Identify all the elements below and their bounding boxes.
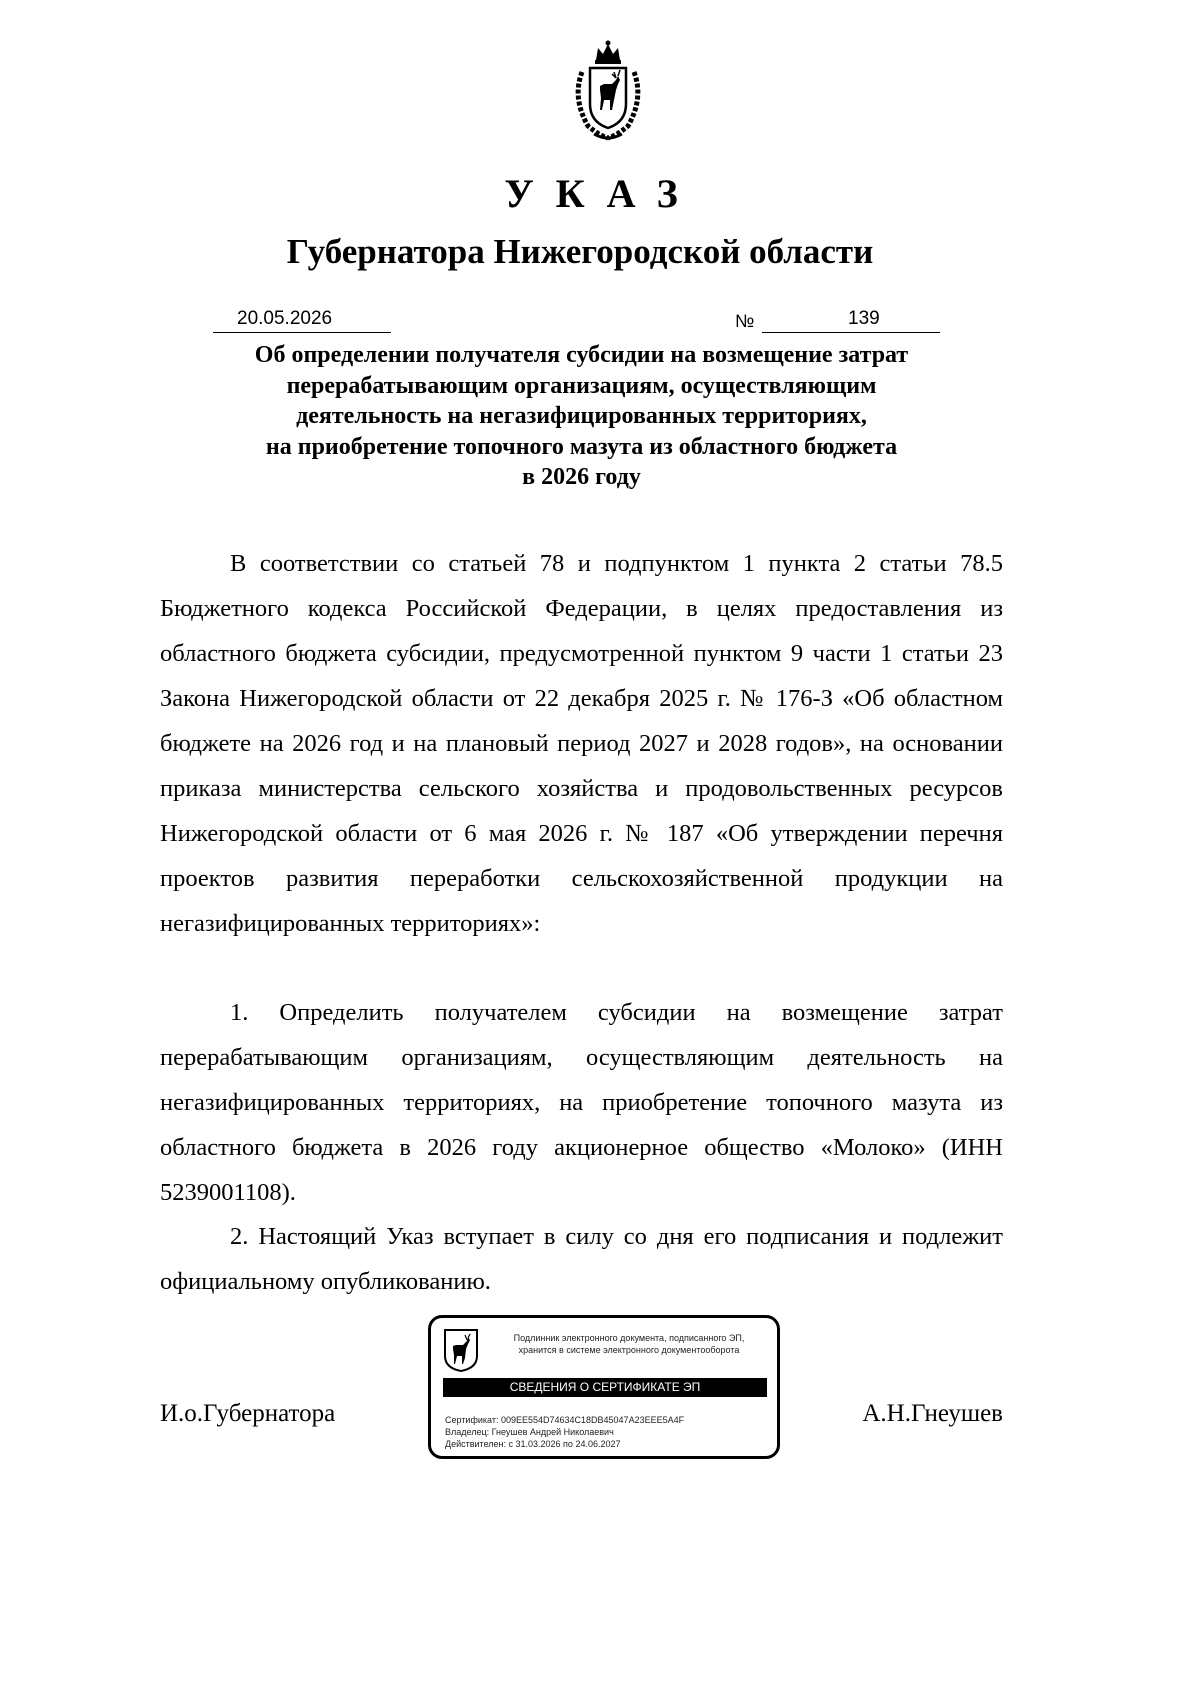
deer-shield-icon (443, 1328, 479, 1372)
document-heading (160, 340, 1003, 493)
coat-of-arms-icon (568, 38, 648, 144)
clause-2-block (160, 1214, 1003, 1304)
signatory-name: А.Н.Гнеушев (862, 1400, 1003, 1427)
heading-line: в 2026 году (522, 464, 641, 490)
heading-line: деятельность на негазифицированных территориях, (296, 403, 867, 429)
clause-2-paragraph: 2. Настоящий Указ вступает в силу со дня его подписания и подлежит официальному опубликованию. (160, 1223, 1003, 1295)
stamp-title: СВЕДЕНИЯ О СЕРТИФИКАТЕ ЭП (443, 1378, 767, 1397)
document-issuer: Губернатора Нижегородской области (286, 232, 874, 271)
stamp-note (487, 1332, 771, 1356)
document-number: 139 (848, 308, 880, 329)
electronic-signature-stamp (428, 1315, 780, 1459)
preamble-block (160, 541, 1003, 946)
certificate-owner: Владелец: Гнеушев Андрей Николаевич (445, 1427, 614, 1437)
clause-1-block (160, 990, 1003, 1215)
stamp-note-line: Подлинник электронного документа, подписанного ЭП, (513, 1333, 745, 1343)
certificate-validity: Действителен: с 31.03.2026 по 24.06.2027 (445, 1439, 621, 1449)
document-date-field (213, 306, 391, 333)
heading-line: перерабатывающим организациям, осуществляющим (286, 372, 877, 399)
stamp-note-line: хранится в системе электронного документооборота (518, 1345, 740, 1355)
heading-line: на приобретение топочного мазута из областного бюджета (265, 433, 898, 460)
certificate-serial: Сертификат: 009EE554D74634C18DB45047A23EEE5A4F (445, 1415, 685, 1425)
heading-line: Об определении получателя субсидии на возмещение затрат (254, 342, 909, 368)
document-date: 20.05.2026 (237, 308, 333, 329)
document-number-label: № (735, 311, 755, 331)
preamble-paragraph: В соответствии со статьей 78 и подпунктом 1 пункта 2 статьи 78.5 Бюджетного кодекса Российской Федерации, в целях предоставления из областного бюджета субсидии, предусмотренной пунктом 9 части 1 статьи 23 Закона Нижегородской области от 22 декабря 2025 г. № 176-З «Об областном бюджете на 2026 год и на плановый период 2027 и 2028 годов», на основании приказа министерства сельского хозяйства и продовольственных ресурсов Нижегородской области от 6 мая 2026 г. № 187 «Об утверждении перечня проектов развития переработки сельскохозяйственной продукции на негазифицированных территориях»: (160, 550, 1003, 937)
stamp-certificate-details (445, 1414, 775, 1450)
document-type-title: УКАЗ (504, 171, 700, 216)
document-number-field (762, 306, 940, 333)
clause-1-paragraph: 1. Определить получателем субсидии на возмещение затрат перерабатывающим организациям, осуществляющим деятельность на негазифицированных территориях, на приобретение топочного мазута из областного бюджета в 2026 году акционерное общество «Молоко» (ИНН 5239001108). (160, 999, 1003, 1206)
signatory-role: И.о.Губернатора (160, 1400, 336, 1427)
